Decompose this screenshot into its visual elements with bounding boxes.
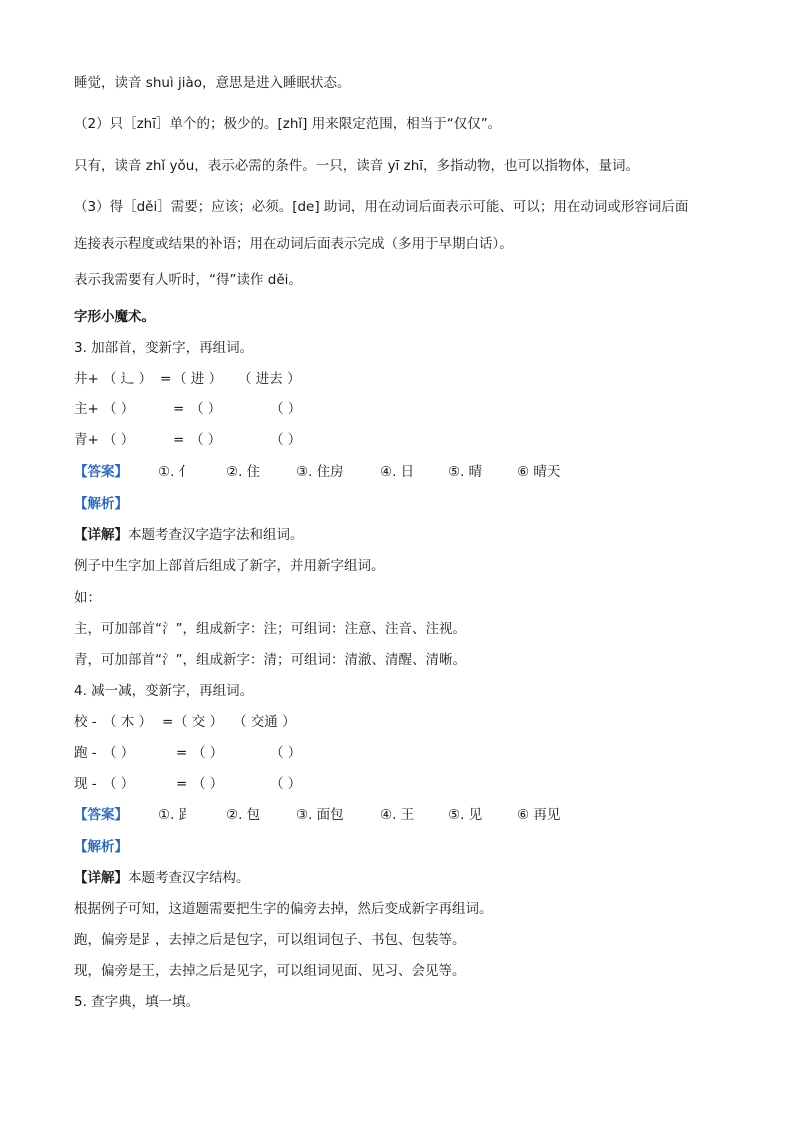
q4-row-1-radical: （ 木 ） [103, 714, 153, 730]
q4-answer-4: ④. 王 [380, 807, 415, 823]
q3-answer-2: ②. 住 [226, 464, 261, 480]
q4-detail-text: 本题考查汉字结构。 [128, 870, 250, 886]
q4-row-2-base: 跑 - [74, 745, 97, 761]
q3-answer-4: ④. 日 [380, 464, 415, 480]
q3-analysis-tag: 【解析】 [74, 496, 128, 512]
q3-title: 3. 加部首，变新字，再组词。 [74, 340, 254, 356]
q4-answer-tag: 【答案】 [74, 807, 128, 823]
q4-detail [74, 869, 250, 887]
intro-line-3: 只有，读音 zhǐ yǒu，表示必需的条件。一只，读音 yī zhī，多指动物，也可以指物体，量词。 [74, 158, 639, 174]
q5-title: 5. 查字典，填一填。 [74, 994, 200, 1010]
q4-row-2-word: （ ） [270, 745, 302, 761]
q3-row-1-word: （ 进去 ） [238, 371, 301, 387]
intro-line-5: 连接表示程度或结果的补语；用在动词后面表示完成（多用于早期白话）。 [74, 236, 513, 252]
q4-row-1-base: 校 - [74, 714, 97, 730]
q4-row-2-newchar: （ ） [192, 745, 224, 761]
intro-line-2: （2）只［zhī］单个的；极少的。[zhǐ] 用来限定范围，相当于“仅仅”。 [74, 116, 502, 132]
q3-detail-text: 本题考查汉字造字法和组词。 [128, 527, 304, 543]
q4-answer-1: ①. 𧾷 [158, 807, 193, 823]
q3-row-1-radical: （ 辶 ） [103, 371, 153, 387]
q3-answer-3: ③. 住房 [296, 464, 344, 480]
intro-line-1: 睡觉，读音 shuì jiào，意思是进入睡眠状态。 [74, 75, 351, 91]
q3-answer-1: ①. 亻 [158, 464, 193, 480]
q3-answer-tag: 【答案】 [74, 464, 128, 480]
q4-row-1-newchar: （ 交 ） [174, 714, 224, 730]
q3-detail-tag: 【详解】 [74, 527, 128, 543]
q4-answer-5: ⑤. 见 [448, 807, 483, 823]
q3-row-3-word: （ ） [270, 432, 302, 448]
q3-row-2-newchar: （ ） [190, 401, 222, 417]
q3-row-1-equals: = [160, 371, 172, 387]
q3-row-1-newchar: （ 进 ） [173, 371, 223, 387]
q3-answer-5: ⑤. 晴 [448, 464, 483, 480]
q3-row-3-newchar: （ ） [190, 432, 222, 448]
q3-row-3-base: 青+ [74, 432, 99, 448]
q3-row-2-base: 主+ [74, 401, 99, 417]
q3-explain-2: 如： [74, 590, 101, 606]
q4-row-2-radical: （ ） [103, 745, 135, 761]
q3-explain-4: 青，可加部首“氵”，组成新字：清；可组词：清澈、清醒、清晰。 [74, 652, 466, 668]
q4-title: 4. 减一减，变新字，再组词。 [74, 683, 254, 699]
q4-explain-1: 根据例子可知，这道题需要把生字的偏旁去掉，然后变成新字再组词。 [74, 901, 493, 917]
q3-row-3-equals: = [173, 432, 185, 448]
q4-answer-6: ⑥ 再见 [517, 807, 561, 823]
q4-row-2-equals: = [176, 745, 188, 761]
q4-row-1-equals: = [162, 714, 174, 730]
q4-row-3-word: （ ） [270, 776, 302, 792]
q3-row-2-equals: = [173, 401, 185, 417]
intro-line-4: （3）得［děi］需要；应该；必须。[de] 助词，用在动词后面表示可能、可以；用在动词或形容词后面 [74, 199, 689, 215]
q4-explain-2: 跑，偏旁是𧾷，去掉之后是包字，可以组词包子、书包、包装等。 [74, 932, 466, 948]
q4-row-1-word: （ 交通 ） [233, 714, 296, 730]
q3-explain-3: 主，可加部首“氵”，组成新字：注；可组词：注意、注音、注视。 [74, 621, 466, 637]
q3-detail [74, 526, 304, 544]
q3-row-3-radical: （ ） [103, 432, 135, 448]
q4-row-3-base: 现 - [74, 776, 97, 792]
q4-answer-3: ③. 面包 [296, 807, 344, 823]
q4-explain-3: 现，偏旁是王，去掉之后是见字，可以组词见面、见习、会见等。 [74, 963, 466, 979]
q4-row-3-equals: = [176, 776, 188, 792]
q3-row-1-base: 井+ [74, 371, 99, 387]
intro-line-6: 表示我需要有人听时，“得”读作 děi。 [74, 272, 302, 288]
q3-explain-1: 例子中生字加上部首后组成了新字，并用新字组词。 [74, 558, 385, 574]
section-title: 字形小魔术。 [74, 309, 155, 325]
q4-row-3-radical: （ ） [103, 776, 135, 792]
q4-answer-2: ②. 包 [226, 807, 261, 823]
q3-row-2-radical: （ ） [103, 401, 135, 417]
q3-answer-6: ⑥ 晴天 [517, 464, 561, 480]
q4-analysis-tag: 【解析】 [74, 839, 128, 855]
q4-row-3-newchar: （ ） [192, 776, 224, 792]
q4-detail-tag: 【详解】 [74, 870, 128, 886]
q3-row-2-word: （ ） [270, 401, 302, 417]
